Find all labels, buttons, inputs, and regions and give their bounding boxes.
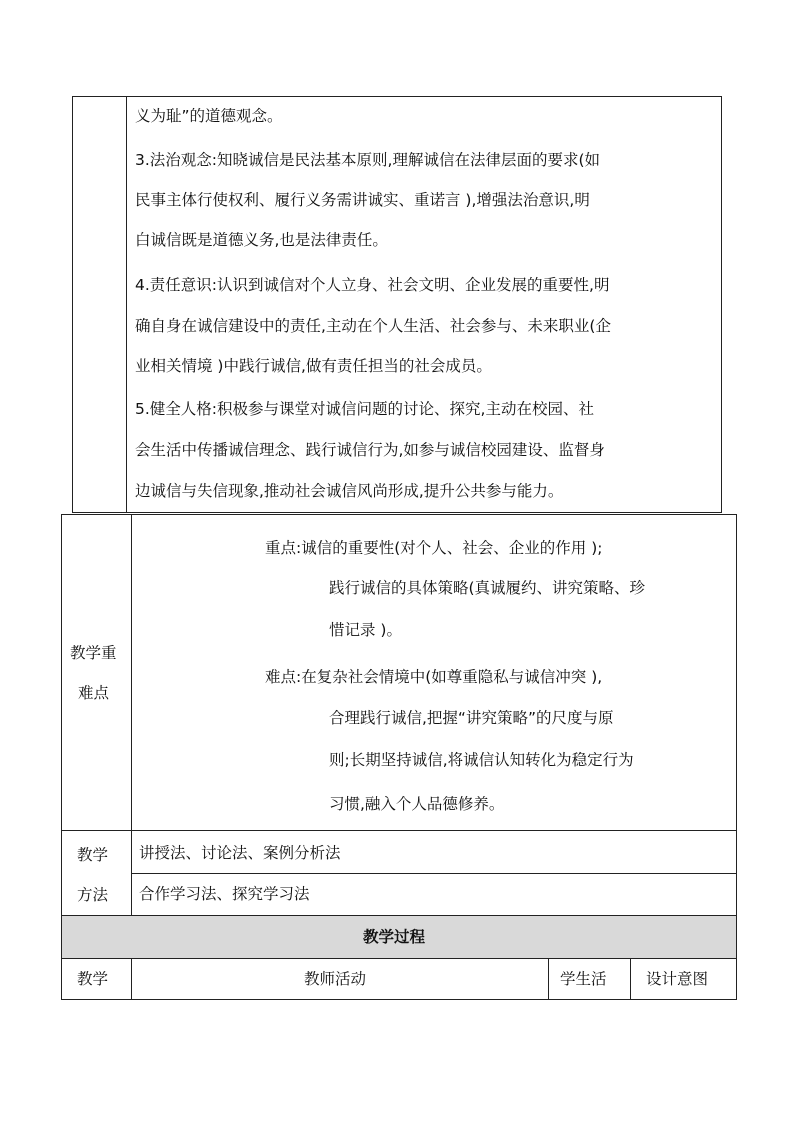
methods-label: 方法 [77, 886, 109, 904]
objective-line: 会生活中传播诚信理念、践行诚信行为,如参与诚信校园建设、监督身 [135, 441, 605, 459]
difficult-point-line: 习惯,融入个人品德修养。 [329, 795, 505, 813]
column-divider [548, 958, 549, 1000]
table-border-top [61, 514, 737, 515]
table-border-right [736, 514, 737, 1000]
column-divider [131, 958, 132, 1000]
objective-line: 白诚信既是道德义务,也是法律责任。 [135, 231, 388, 249]
column-divider [630, 958, 631, 1000]
objective-line: 3.法治观念:知晓诚信是民法基本原则,理解诚信在法律层面的要求(如 [135, 151, 600, 169]
row-divider [61, 958, 737, 959]
key-points-label: 教学重 [70, 644, 117, 662]
table-border-bottom [72, 512, 722, 513]
key-point-line: 惜记录 )。 [329, 621, 402, 639]
objective-line: 义为耻”的道德观念。 [135, 107, 283, 125]
objective-line: 民事主体行使权利、履行义务需讲诚实、重诺言 ),增强法治意识,明 [135, 191, 590, 209]
objective-line: 业相关情境 )中践行诚信,做有责任担当的社会成员。 [135, 357, 492, 375]
process-title: 教学过程 [363, 928, 426, 946]
learning-methods: 合作学习法、探究学习法 [139, 885, 310, 903]
table-border-left [72, 96, 73, 513]
objective-line: 边诚信与失信现象,推动社会诚信风尚形成,提升公共参与能力。 [135, 482, 564, 500]
difficult-point-line: 难点:在复杂社会情境中(如尊重隐私与诚信冲突 ), [265, 668, 603, 686]
difficult-point-line: 则;长期坚持诚信,将诚信认知转化为稳定行为 [329, 751, 634, 769]
objective-line: 5.健全人格:积极参与课堂对诚信问题的讨论、探究,主动在校园、社 [135, 400, 594, 418]
row-divider [61, 915, 737, 916]
key-point-line: 重点:诚信的重要性(对个人、社会、企业的作用 ); [265, 539, 603, 557]
table-border-top [72, 96, 722, 97]
table-column-divider [126, 96, 127, 513]
column-header-design-intent: 设计意图 [646, 970, 709, 988]
row-divider [61, 830, 737, 831]
objective-line: 确自身在诚信建设中的责任,主动在个人生活、社会参与、未来职业(企 [135, 317, 611, 335]
row-divider [131, 873, 737, 874]
key-points-label: 难点 [78, 684, 110, 702]
column-header-teacher-activity: 教师活动 [304, 970, 367, 988]
objective-line: 4.责任意识:认识到诚信对个人立身、社会文明、企业发展的重要性,明 [135, 276, 610, 294]
column-header-teaching: 教学 [77, 970, 109, 988]
label-column-divider [131, 514, 132, 916]
table-border-left [61, 514, 62, 1000]
key-point-line: 践行诚信的具体策略(真诚履约、讲究策略、珍 [329, 579, 646, 597]
table-border-right [721, 96, 722, 513]
column-header-student-activity: 学生活 [560, 970, 607, 988]
methods-label: 教学 [77, 846, 109, 864]
difficult-point-line: 合理践行诚信,把握“讲究策略”的尺度与原 [329, 709, 614, 727]
teaching-methods: 讲授法、讨论法、案例分析法 [139, 844, 341, 862]
table-border-bottom [61, 999, 737, 1000]
